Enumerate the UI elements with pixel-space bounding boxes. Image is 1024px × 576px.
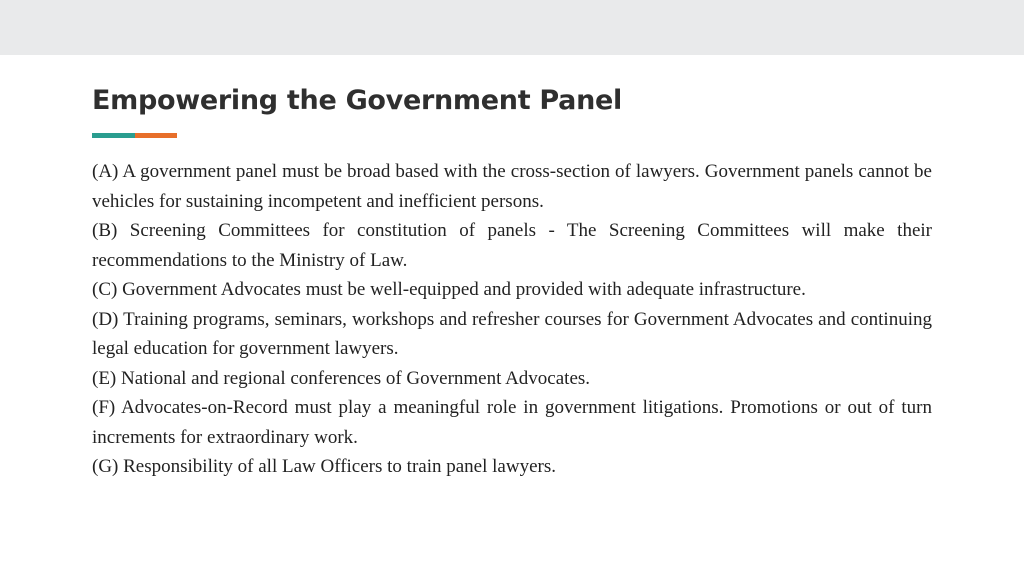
accent-bar-teal-segment: [92, 133, 135, 138]
point-c: (C) Government Advocates must be well-equipped and provided with adequate infrastructure.: [92, 279, 806, 300]
title-accent-bar: [92, 133, 177, 138]
point-b: (B) Screening Committees for constitution of panels - The Screening Committees will make their recommendations to the Ministry of Law.: [92, 220, 932, 271]
accent-bar-orange-segment: [135, 133, 177, 138]
slide-body: [92, 157, 932, 482]
point-g: (G) Responsibility of all Law Officers to train panel lawyers.: [92, 456, 556, 477]
top-band: [0, 0, 1024, 55]
slide-title: Empowering the Government Panel: [92, 85, 622, 116]
point-e: (E) National and regional conferences of Government Advocates.: [92, 367, 591, 389]
slide: [0, 55, 1024, 576]
point-a: (A) A government panel must be broad based with the cross-section of lawyers. Government panels cannot be vehicles for sustaining incompetent and inefficient persons.: [92, 161, 932, 212]
point-d: (D) Training programs, seminars, workshops and refresher courses for Government Advocates and continuing legal education for government lawyers.: [92, 308, 932, 359]
point-f: (F) Advocates-on-Record must play a meaningful role in government litigations. Promotions or out of turn increments for extraordinary work.: [92, 397, 932, 448]
